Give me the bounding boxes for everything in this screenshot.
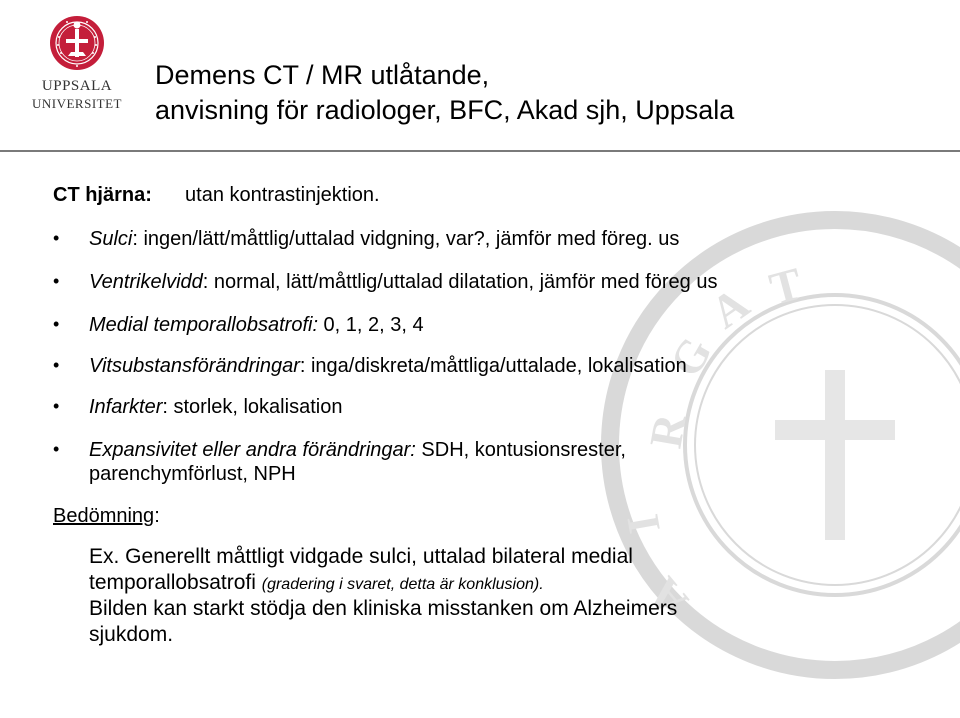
logo-line-universitet: UNIVERSITET (32, 96, 122, 111)
bullet-label: Sulci (89, 228, 133, 250)
bullet-value: SDH, kontusionsrester, (415, 439, 626, 461)
slide-title (155, 58, 734, 128)
bullet-label: Infarkter (89, 396, 163, 418)
assessment-heading-colon: : (154, 505, 160, 527)
example-main-text: temporallobsatrofi (89, 571, 262, 594)
title-line-2: anvisning för radiologer, BFC, Akad sjh, Uppsala (155, 95, 735, 125)
example-note: (gradering i svaret, detta är konklusion). (261, 576, 544, 593)
svg-text:I: I (616, 510, 670, 538)
bullet-text (89, 226, 679, 252)
logo-line-uppsala: UPPSALA (41, 78, 113, 94)
assessment-example-line-2 (89, 570, 544, 598)
university-seal-icon (48, 10, 106, 76)
bullet-dot-icon: • (53, 396, 60, 416)
bullet-dot-icon: • (53, 271, 60, 291)
bullet-label: Medial temporallobsatrofi: (89, 314, 318, 336)
uppsala-university-logo (22, 10, 132, 122)
bullet-dot-icon: • (53, 439, 60, 459)
bullet-value: 0, 1, 2, 3, 4 (318, 314, 424, 336)
title-divider (0, 150, 960, 152)
svg-text:A: A (637, 568, 698, 627)
bullet-text (89, 437, 626, 463)
bullet-text (89, 312, 424, 338)
bullet-value: : normal, lätt/måttlig/uttalad dilatation, jämför med föreg us (202, 271, 718, 293)
svg-text:G: G (659, 328, 722, 385)
assessment-example-line-3: Bilden kan starkt stödja den kliniska misstanken om Alzheimers (89, 597, 678, 620)
svg-text:R: R (639, 410, 696, 452)
ct-text: utan kontrastinjektion. (185, 184, 380, 206)
bullet-label: Vitsubstansförändringar (89, 355, 300, 377)
bullet-dot-icon: • (53, 314, 60, 334)
ct-heading: CT hjärna: (53, 184, 152, 206)
bullet-label: Expansivitet eller andra förändringar: (89, 439, 416, 461)
bullet-value: : inga/diskreta/måttliga/uttalade, lokalisation (299, 355, 687, 377)
bullet-value: : ingen/lätt/måttlig/uttalad vidgning, var?, jämför med föreg. us (132, 228, 680, 250)
assessment-example-line-4: sjukdom. (89, 623, 174, 646)
ct-line (53, 184, 380, 207)
svg-text:A: A (701, 277, 758, 339)
bullet-dot-icon: • (53, 355, 60, 375)
bullet-value: : storlek, lokalisation (162, 396, 343, 418)
bullet-label: Ventrikelvidd (89, 271, 203, 293)
title-line-1: Demens CT / MR utlåtande, (155, 60, 490, 90)
assessment-example-line-1: Ex. Generellt måttligt vidgade sulci, uttalad bilateral medial (89, 545, 633, 568)
assessment-heading-text: Bedömning (53, 505, 155, 527)
bullet-text (89, 394, 342, 420)
assessment-heading (53, 505, 160, 528)
bullet-text (89, 353, 687, 379)
svg-text:T: T (764, 257, 808, 315)
bullet-text (89, 269, 717, 295)
bullet-text-continued: parenchymförlust, NPH (89, 463, 296, 485)
bullet-dot-icon: • (53, 228, 60, 248)
